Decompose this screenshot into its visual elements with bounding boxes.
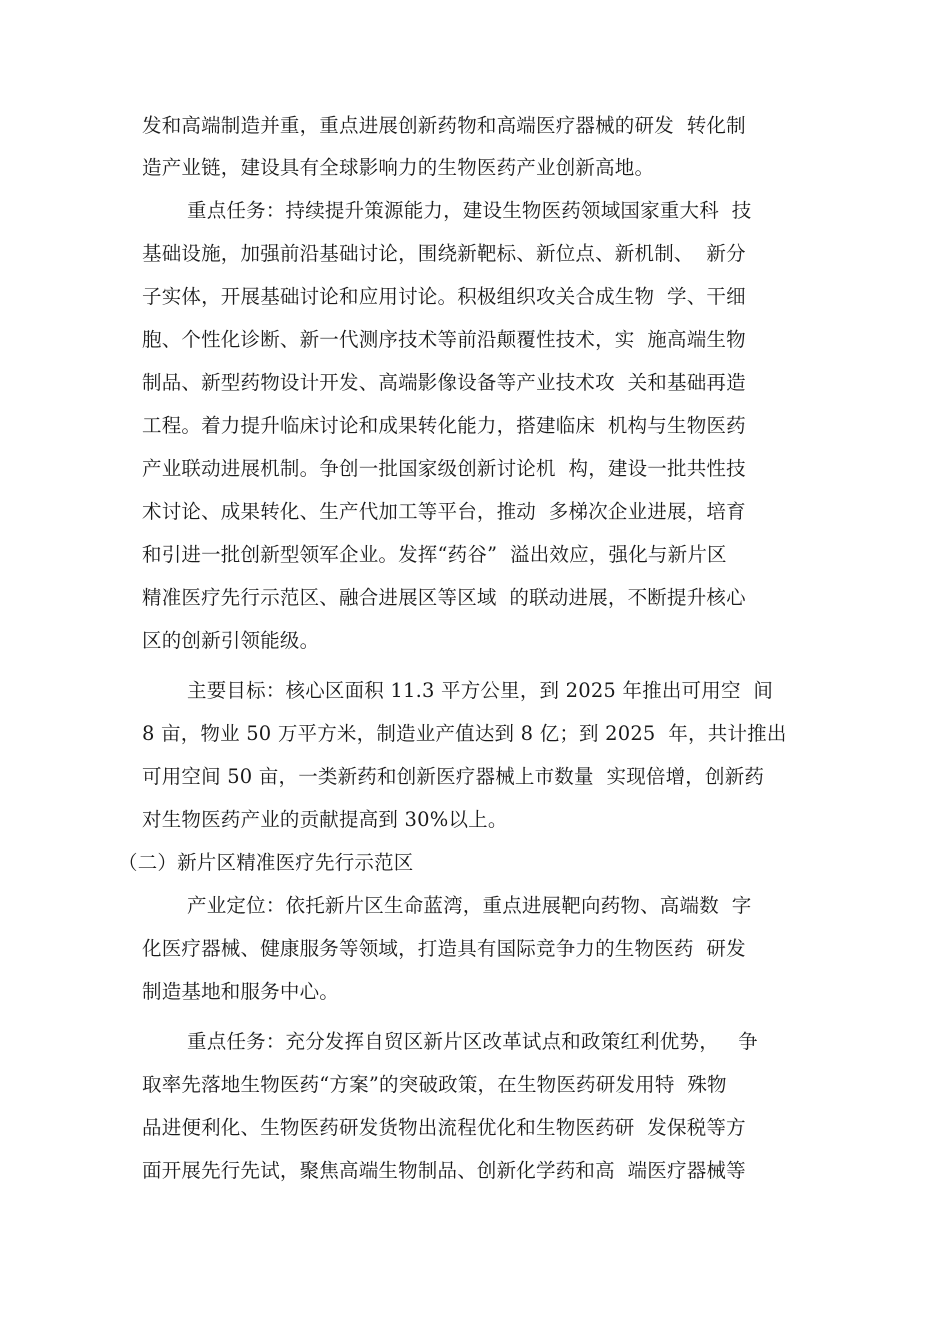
text-line: 对生物医药产业的贡献提高到 30%以上。 — [142, 808, 508, 831]
text-line: 制品、新型药物设计开发、高端影像设备等产业技术攻 关和基础再造 — [142, 371, 746, 394]
text-line: 取率先落地生物医药“方案”的突破政策，在生物医药研发用特 殊物 — [142, 1073, 727, 1096]
text-line: 8 亩，物业 50 万平方米，制造业产值达到 8 亿；到 2025 年，共计推出 — [142, 722, 787, 745]
text-line: 子实体，开展基础讨论和应用讨论。积极组织攻关合成生物 学、干细 — [142, 285, 746, 308]
text-line: 区的创新引领能级。 — [142, 629, 320, 652]
text-line: 品进便利化、生物医药研发货物出流程优化和生物医药研 发保税等方 — [142, 1116, 746, 1139]
text-line: 造产业链，建设具有全球影响力的生物医药产业创新高地。 — [142, 156, 655, 179]
text-line: 工程。着力提升临床讨论和成果转化能力，搭建临床 机构与生物医药 — [142, 414, 746, 437]
text-line: 胞、个性化诊断、新一代测序技术等前沿颠覆性技术，实 施高端生物 — [142, 328, 746, 351]
text-line: 制造基地和服务中心。 — [142, 980, 340, 1003]
text-line: 面开展先行先试，聚焦高端生物制品、创新化学药和高 端医疗器械等 — [142, 1159, 746, 1182]
text-line: 术讨论、成果转化、生产代加工等平台，推动 多梯次企业进展，培育 — [142, 500, 746, 523]
paragraph-start-key-tasks-2: 重点任务：充分发挥自贸区新片区改革试点和政策红利优势， 争 — [187, 1030, 758, 1053]
section-heading: （二）新片区精准医疗先行示范区 — [118, 851, 414, 874]
text-line: 基础设施，加强前沿基础讨论，围绕新靶标、新位点、新机制、 新分 — [142, 242, 746, 265]
paragraph-start-key-tasks: 重点任务：持续提升策源能力，建设生物医药领域国家重大科 技 — [187, 199, 752, 222]
text-line: 产业联动进展机制。争创一批国家级创新讨论机 构，建设一批共性技 — [142, 457, 746, 480]
paragraph-start-positioning: 产业定位：依托新片区生命蓝湾，重点进展靶向药物、高端数 字 — [187, 894, 752, 917]
text-line: 化医疗器械、健康服务等领域，打造具有国际竞争力的生物医药 研发 — [142, 937, 746, 960]
text-line: 可用空间 50 亩，一类新药和创新医疗器械上市数量 实现倍增，创新药 — [142, 765, 765, 788]
text-line: 和引进一批创新型领军企业。发挥“药谷” 溢出效应，强化与新片区 — [142, 543, 727, 566]
text-line: 精准医疗先行示范区、融合进展区等区域 的联动进展，不断提升核心 — [142, 586, 746, 609]
text-line: 发和高端制造并重，重点进展创新药物和高端医疗器械的研发 转化制 — [142, 114, 746, 137]
paragraph-start-main-goals: 主要目标：核心区面积 11.3 平方公里，到 2025 年推出可用空 间 — [187, 679, 774, 702]
